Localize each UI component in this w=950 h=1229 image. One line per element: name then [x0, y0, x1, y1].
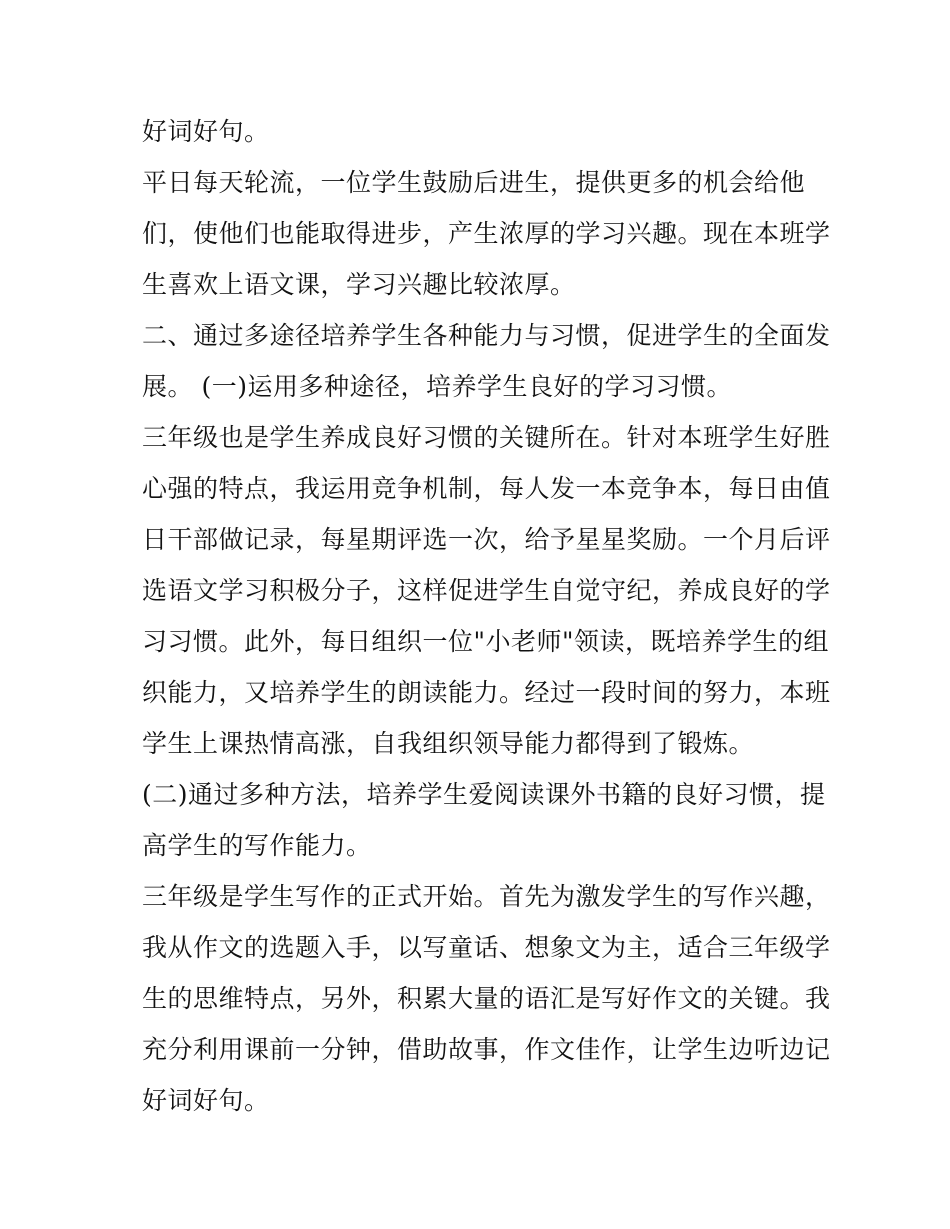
text-line: 好词好句。 [142, 117, 270, 146]
text-line: 习习惯。此外，每日组织一位"小老师"领读，既培养学生的组 [142, 627, 830, 656]
text-line: 学生上课热情高涨，自我组织领导能力都得到了锻炼。 [142, 729, 755, 758]
document-body [142, 106, 831, 1126]
text-line: 心强的特点，我运用竞争机制，每人发一本竞争本，每日由值 [142, 474, 831, 503]
text-line: 平日每天轮流，一位学生鼓励后进生，提供更多的机会给他 [142, 168, 806, 197]
text-line: 选语文学习积极分子，这样促进学生自觉守纪，养成良好的学 [142, 576, 831, 605]
text-line: 三年级是学生写作的正式开始。首先为激发学生的写作兴趣， [142, 882, 831, 911]
text-line: (二)通过多种方法，培养学生爱阅读课外书籍的良好习惯，提 [142, 780, 826, 809]
text-line: 三年级也是学生养成良好习惯的关键所在。针对本班学生好胜 [142, 423, 831, 452]
text-line: 日干部做记录，每星期评选一次，给予星星奖励。一个月后评 [142, 525, 831, 554]
text-line: 充分利用课前一分钟，借助故事，作文佳作，让学生边听边记 [142, 1035, 831, 1064]
text-line: 展。 (一)运用多种途径，培养学生良好的学习习惯。 [142, 372, 732, 401]
text-line: 们，使他们也能取得进步，产生浓厚的学习兴趣。现在本班学 [142, 219, 831, 248]
text-line: 高学生的写作能力。 [142, 831, 372, 860]
text-line: 织能力，又培养学生的朗读能力。经过一段时间的努力，本班 [142, 678, 831, 707]
text-line: 生喜欢上语文课，学习兴趣比较浓厚。 [142, 270, 576, 299]
text-line: 好词好句。 [142, 1086, 270, 1115]
text-line: 二、通过多途径培养学生各种能力与习惯，促进学生的全面发 [142, 321, 831, 350]
text-line: 我从作文的选题入手，以写童话、想象文为主，适合三年级学 [142, 933, 831, 962]
text-line: 生的思维特点，另外，积累大量的语汇是写好作文的关键。我 [142, 984, 831, 1013]
